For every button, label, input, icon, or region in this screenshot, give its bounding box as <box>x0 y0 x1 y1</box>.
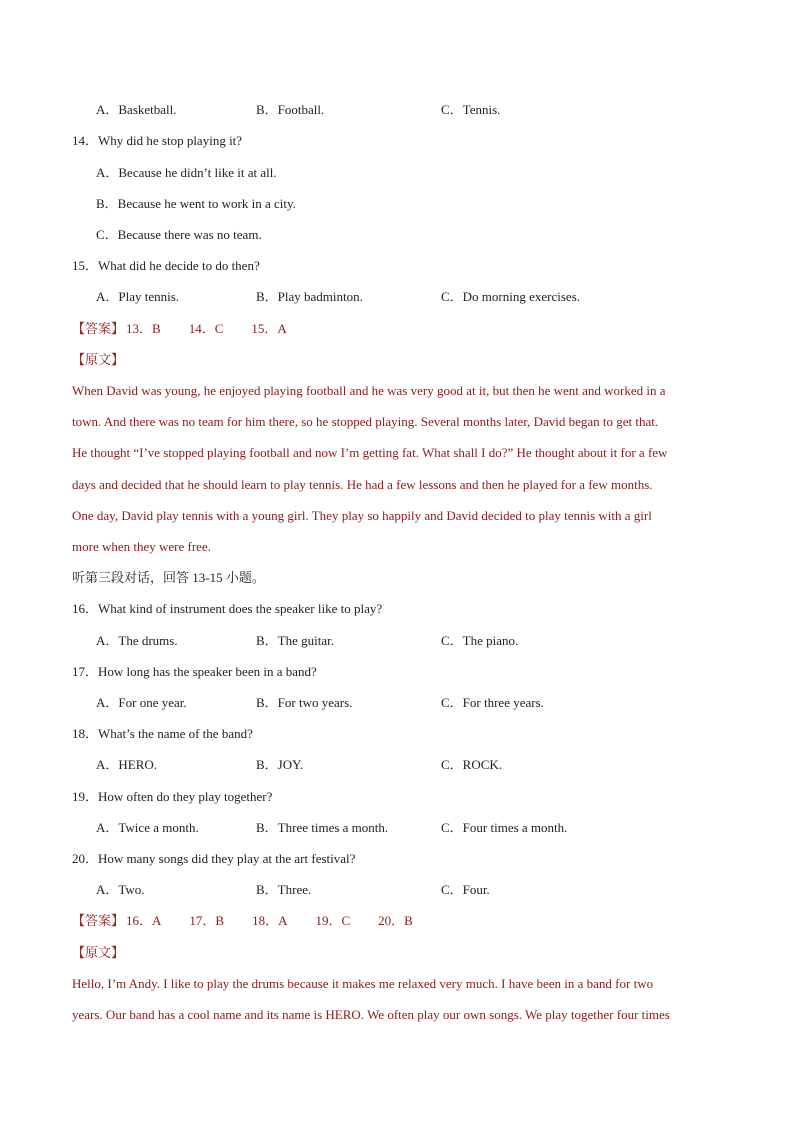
q16-option-a: A．The drums. <box>96 633 178 648</box>
q19-question: 19．How often do they play together? <box>72 789 273 804</box>
answer-19: 19．C <box>315 913 351 928</box>
answer-block-1 <box>72 320 287 338</box>
source-label-1: 【原文】 <box>72 352 125 367</box>
q18-question: 18．What’s the name of the band? <box>72 726 253 741</box>
q17-option-c: C．For three years. <box>441 695 544 710</box>
answer-20: 20．B <box>378 913 413 928</box>
source-label-2: 【原文】 <box>72 945 125 960</box>
q15-option-b: B．Play badminton. <box>256 289 363 304</box>
q20-option-a: A．Two. <box>96 882 145 897</box>
q15-option-a: A．Play tennis. <box>96 289 180 304</box>
q20-option-c: C．Four. <box>441 882 490 897</box>
q13-option-a: A．Basketball. <box>96 102 177 117</box>
q18-option-b: B．JOY. <box>256 757 304 772</box>
q16-option-c: C．The piano. <box>441 633 519 648</box>
answer-13: 13．B <box>126 321 161 336</box>
source-line: One day, David play tennis with a young girl. They play so happily and David decided to play tennis with a girl <box>72 508 652 523</box>
q16-option-b: B．The guitar. <box>256 633 334 648</box>
q18-option-a: A．HERO. <box>96 757 158 772</box>
section-heading: 听第三段对话，回答 13-15 小题。 <box>72 570 265 585</box>
answer-18: 18．A <box>252 913 288 928</box>
source-line: He thought “I’ve stopped playing football and now I’m getting fat. What shall I do?” He thought about it for a few <box>72 445 668 460</box>
q13-option-c: C．Tennis. <box>441 102 501 117</box>
q19-option-c: C．Four times a month. <box>441 820 568 835</box>
q15-question: 15．What did he decide to do then? <box>72 258 260 273</box>
q14-option-c: C．Because there was no team. <box>96 227 262 242</box>
q17-option-b: B．For two years. <box>256 695 353 710</box>
source-line: When David was young, he enjoyed playing football and he was very good at it, but then he went and worked in a <box>72 383 666 398</box>
q20-question: 20．How many songs did they play at the art festival? <box>72 851 356 866</box>
q17-question: 17．How long has the speaker been in a band? <box>72 664 317 679</box>
q16-question: 16．What kind of instrument does the speaker like to play? <box>72 601 383 616</box>
q18-option-c: C．ROCK. <box>441 757 503 772</box>
answer-16: 16．A <box>126 913 162 928</box>
q14-option-b: B．Because he went to work in a city. <box>96 196 296 211</box>
source-line: Hello, I’m Andy. I like to play the drums because it makes me relaxed very much. I have been in a band for two <box>72 976 654 991</box>
source-line: days and decided that he should learn to play tennis. He had a few lessons and then he played for a few months. <box>72 477 653 492</box>
q13-option-b: B．Football. <box>256 102 325 117</box>
answer-label: 【答案】 <box>72 321 125 336</box>
source-line: years. Our band has a cool name and its name is HERO. We often play our own songs. We play together four times <box>72 1007 670 1022</box>
source-line: more when they were free. <box>72 539 211 554</box>
answer-15: 15．A <box>251 321 287 336</box>
q20-option-b: B．Three. <box>256 882 312 897</box>
answer-14: 14．C <box>188 321 224 336</box>
answer-17: 17．B <box>189 913 225 928</box>
q19-option-b: B．Three times a month. <box>256 820 389 835</box>
answer-label: 【答案】 <box>72 913 125 928</box>
answer-block-2 <box>72 912 413 930</box>
q14-option-a: A．Because he didn’t like it at all. <box>96 165 277 180</box>
q17-option-a: A．For one year. <box>96 695 187 710</box>
source-line: town. And there was no team for him there, so he stopped playing. Several months later, David began to get that. <box>72 414 659 429</box>
q14-question: 14．Why did he stop playing it? <box>72 133 243 148</box>
q15-option-c: C．Do morning exercises. <box>441 289 581 304</box>
q19-option-a: A．Twice a month. <box>96 820 199 835</box>
